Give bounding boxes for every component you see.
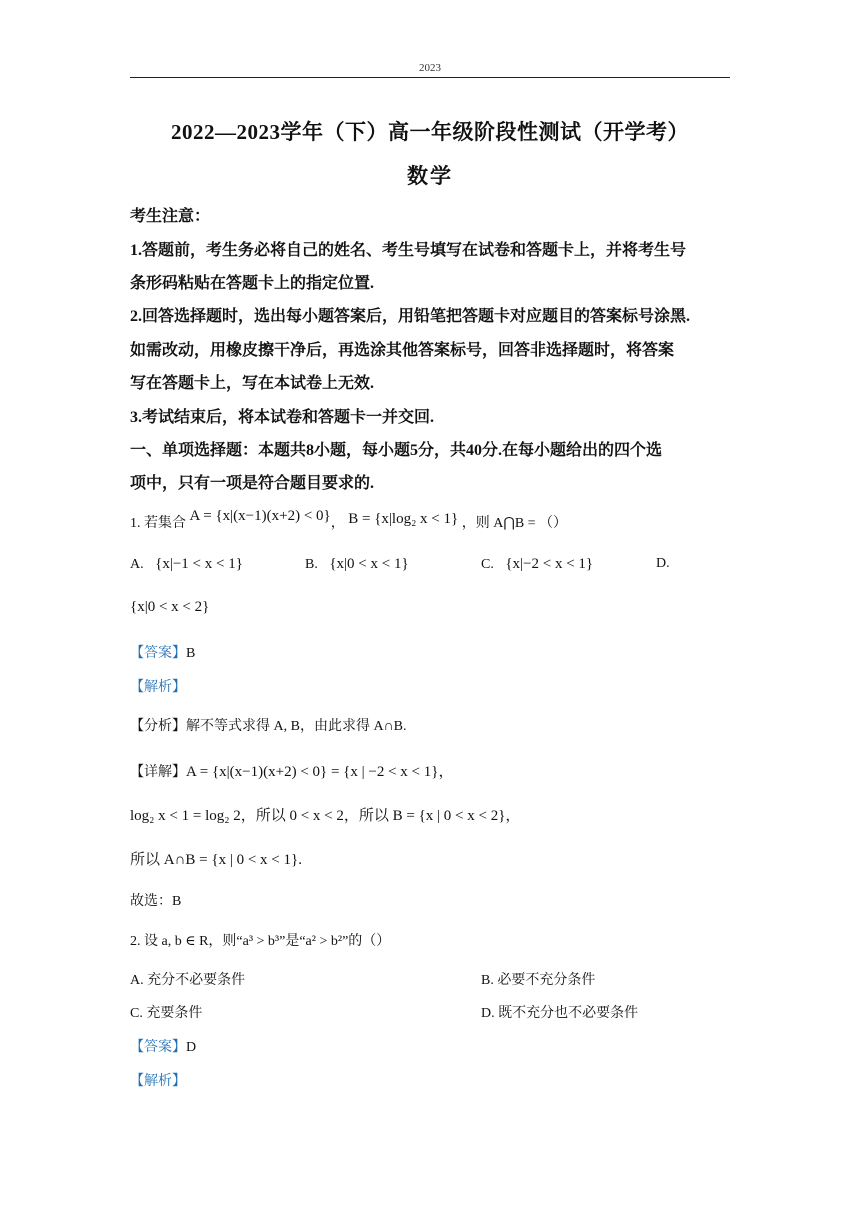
q1-xiangjie: [130, 760, 453, 781]
question-1-sep: ，: [330, 516, 345, 531]
q1-step-1: A = {x|(x−1)(x+2) < 0} = {x | −2 < x < 1}，: [186, 764, 454, 780]
q2-answer-value: D: [186, 1040, 197, 1055]
q1-answer-value: B: [186, 646, 196, 661]
exam-subject: 数学: [407, 164, 453, 188]
q2-analysis-tag: 【解析】: [130, 1074, 186, 1089]
page-header: 2023: [419, 62, 441, 74]
q2-option-d: D. 既不充分也不必要条件: [481, 1006, 639, 1021]
q1-step-2: log₂ x < 1 = log₂ 2，所以 0 < x < 2，所以 B = {x | 0 < x < 2}，: [130, 808, 521, 824]
header-divider: [130, 77, 730, 78]
q1-xiangjie-tag: 【详解】: [130, 765, 186, 780]
section-1-line-2: 项中，只有一项是符合题目要求的.: [130, 475, 375, 492]
notice-heading: 考生注意：: [130, 208, 211, 225]
notice-item-1-line-2: 条形码粘贴在答题卡上的指定位置.: [130, 275, 375, 292]
section-1-line-1: 一、单项选择题：本题共8小题，每小题5分，共40分.在每小题给出的四个选: [130, 442, 663, 459]
q1-option-b-value: {x|0 < x < 1}: [329, 556, 409, 572]
q1-option-a: [130, 556, 243, 573]
question-1-ask: ，则 A⋂B = （）: [461, 516, 568, 531]
notice-item-1-line-1: 1.答题前，考生务必将自己的姓名、考生号填写在试卷和答题卡上，并将考生号: [130, 242, 687, 259]
notice-item-2-line-1: 2.回答选择题时，选出每小题答案后，用铅笔把答题卡对应题目的答案标号涂黑.: [130, 308, 691, 325]
q1-option-b-label: B.: [305, 557, 318, 572]
q1-choose: 故选：B: [130, 894, 182, 909]
q2-option-b: B. 必要不充分条件: [481, 973, 596, 988]
question-1-prefix: 1. 若集合: [130, 516, 186, 531]
q1-option-b: [305, 556, 409, 573]
q1-fenxi-text: 解不等式求得 A, B，由此求得 A∩B.: [186, 719, 407, 734]
q1-analysis-tag: 【解析】: [130, 680, 186, 695]
q1-option-d-value: {x|0 < x < 2}: [130, 599, 210, 615]
q1-fenxi-tag: 【分析】: [130, 719, 186, 734]
question-2-stem: 2. 设 a, b ∈ R，则“a³ > b³”是“a² > b²”的（）: [130, 934, 391, 949]
q1-option-a-value: {x|−1 < x < 1}: [155, 556, 243, 572]
notice-item-2-line-2: 如需改动，用橡皮擦干净后，再选涂其他答案标号，回答非选择题时，将答案: [130, 342, 675, 359]
q1-option-c: [481, 556, 593, 573]
q1-answer: [130, 642, 195, 662]
q1-option-c-label: C.: [481, 557, 494, 572]
q1-option-c-value: {x|−2 < x < 1}: [505, 556, 594, 572]
q1-option-a-label: A.: [130, 557, 144, 572]
question-1-set-b: B = {x|log₂ x < 1}: [348, 511, 459, 527]
q1-step-3: 所以 A∩B = {x | 0 < x < 1}.: [130, 852, 302, 868]
q2-answer-tag: 【答案】: [130, 1040, 186, 1055]
q1-fenxi: [130, 715, 407, 735]
q1-answer-tag: 【答案】: [130, 646, 186, 661]
q2-answer: [130, 1036, 196, 1056]
exam-title: 2022—2023学年（下）高一年级阶段性测试（开学考）: [171, 120, 689, 144]
notice-item-2-line-3: 写在答题卡上，写在本试卷上无效.: [130, 375, 375, 392]
q2-option-c: C. 充要条件: [130, 1006, 203, 1021]
question-1-set-a: A = {x|(x−1)(x+2) < 0}: [189, 508, 331, 524]
question-1-stem: [130, 508, 568, 532]
q2-option-a: A. 充分不必要条件: [130, 973, 246, 988]
notice-item-3: 3.考试结束后，将本试卷和答题卡一并交回.: [130, 409, 435, 426]
q1-option-d-label: D.: [656, 556, 670, 571]
